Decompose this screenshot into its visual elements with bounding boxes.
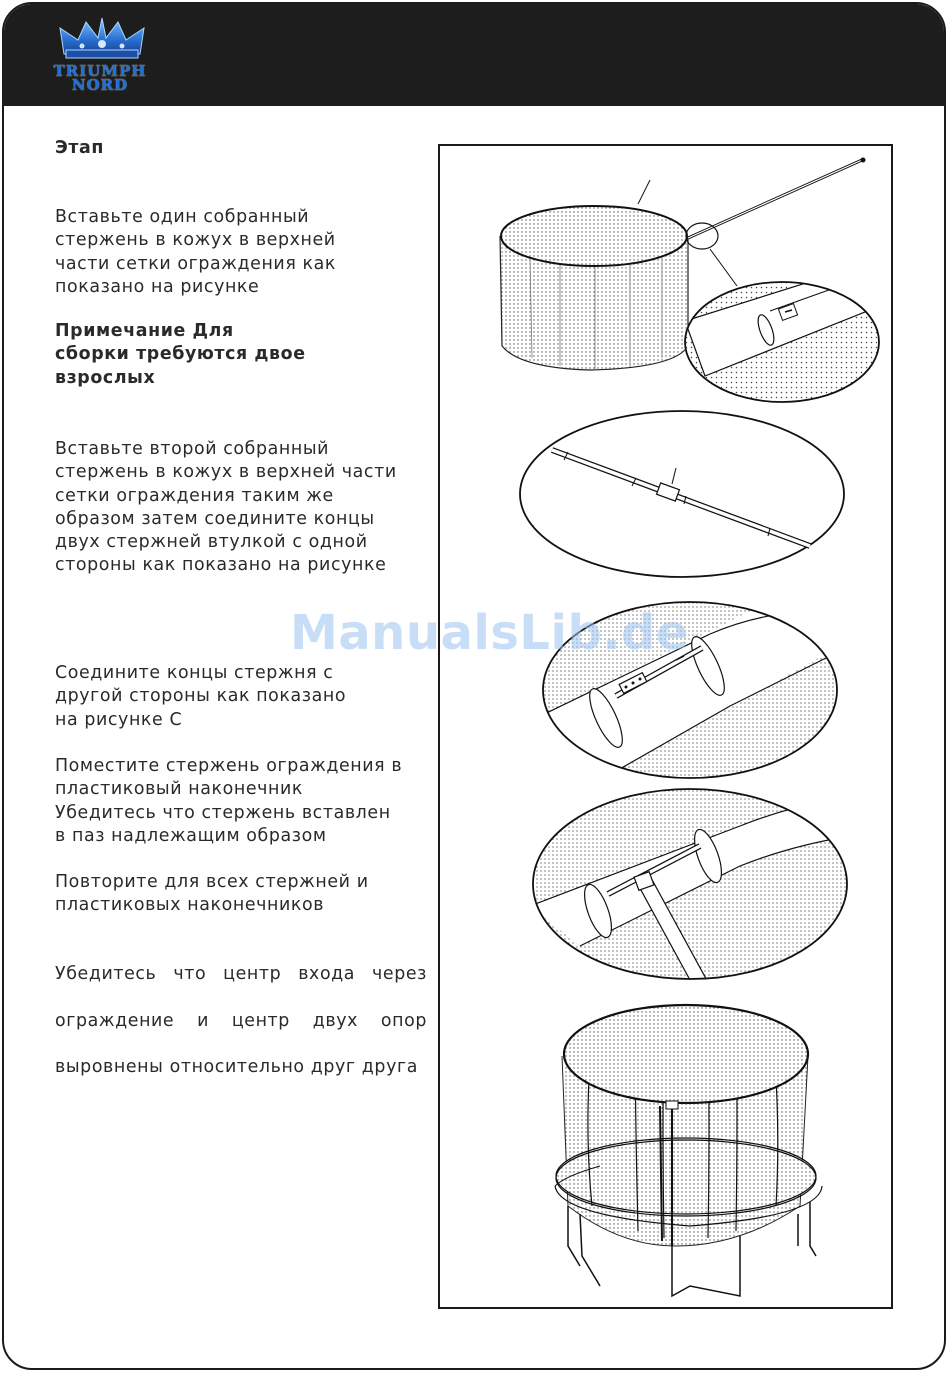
- figure-panel: [438, 144, 893, 1309]
- pole-in-plastic-tip-illustration: [530, 789, 850, 991]
- stage-title: Этап: [55, 138, 104, 158]
- header-bar: [4, 4, 944, 106]
- instruction-step-6-line: выровнены относительно друг друга: [55, 1057, 418, 1078]
- instruction-step-2: Вставьте второй собранный стержень в кожух в верхней части сетки ограждения таким же образом затем соедините концы двух стержней втулкой с одной стороны как показано на рисунке: [55, 439, 397, 576]
- net-with-pole-illustration: [500, 158, 880, 403]
- instruction-step-3: Соедините концы стержня с другой стороны как показано на рисунке С: [55, 663, 347, 730]
- instruction-step-6-line: Убедитесь что центр входа через: [55, 964, 427, 985]
- assembled-trampoline-with-net-illustration: [555, 1005, 822, 1296]
- instruction-step-4: Поместите стержень ограждения в пластиковый наконечник Убедитесь что стержень вставлен в паз надлежащим образом: [55, 756, 403, 846]
- instruction-step-1: Вставьте один собранный стержень в кожух в верхней части сетки ограждения как показано на рисунке: [55, 207, 336, 297]
- instruction-note: Примечание Для сборки требуются двое взрослых: [55, 321, 306, 388]
- watermark: ManualsLib.de: [290, 605, 689, 661]
- instruction-step-6-line: ограждение и центр двух опор: [55, 1010, 427, 1031]
- brand-logo: [30, 14, 170, 100]
- crown-icon: [30, 14, 170, 64]
- instruction-step-5: Повторите для всех стержней и пластиковых наконечников: [55, 872, 369, 916]
- logo-text-line2: NORD: [71, 76, 129, 94]
- instruction-step-6: [55, 940, 427, 1103]
- two-poles-joined-with-sleeve-illustration: [520, 411, 844, 577]
- logo-text-line1: TRIUMPH: [53, 62, 147, 80]
